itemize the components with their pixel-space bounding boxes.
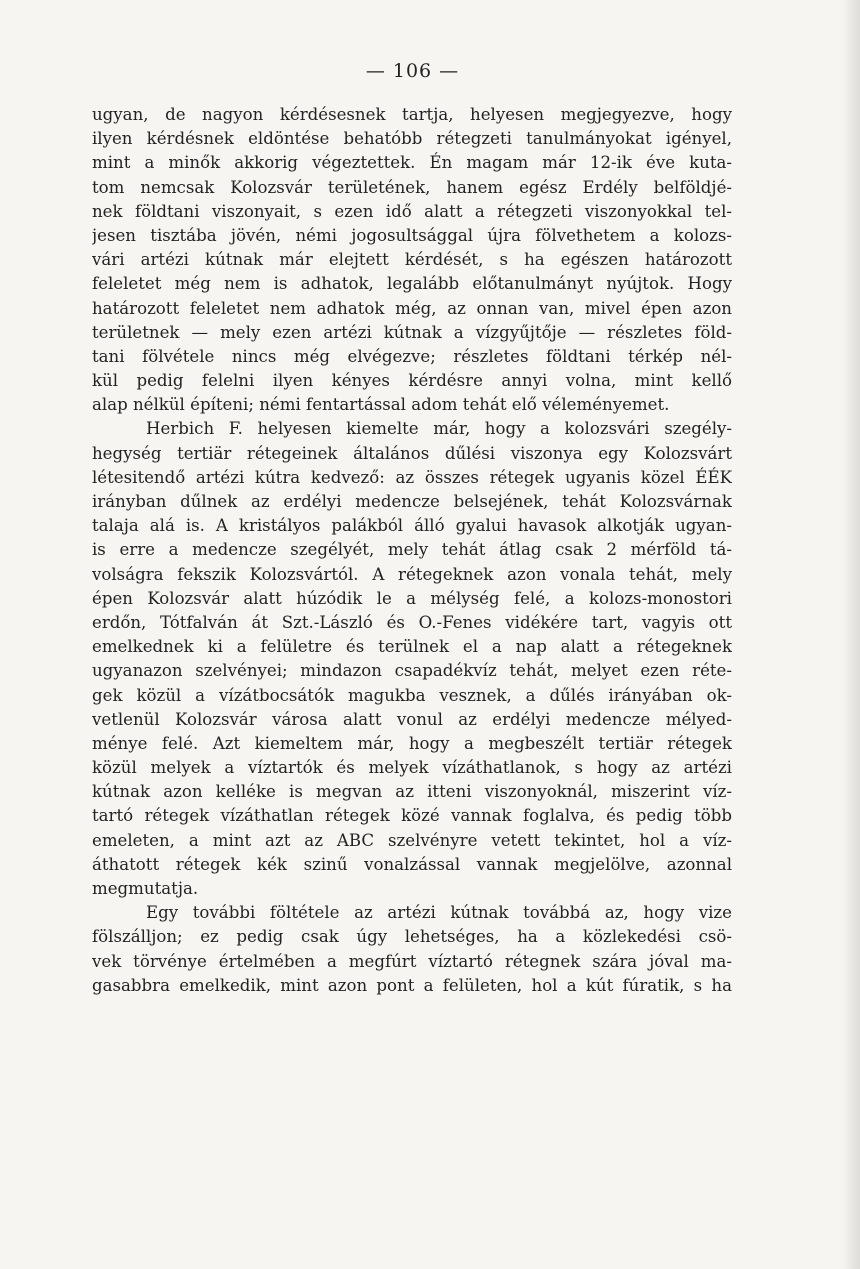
text-line: közül melyek a víztartók és melyek vízáthatlanok, s hogy az artézi	[92, 758, 732, 778]
text-line: emelkednek ki a felületre és terülnek el a nap alatt a rétegeknek	[92, 637, 732, 657]
text-line: kútnak azon kelléke is megvan az itteni viszonyoknál, miszerint víz-	[92, 782, 732, 802]
text-line: fölszálljon; ez pedig csak úgy lehetséges, ha a közlekedési csö-	[92, 927, 732, 947]
body-text	[92, 103, 732, 998]
text-line: feleletet még nem is adhatok, legalább előtanulmányt nyújtok. Hogy	[92, 274, 732, 294]
page-edge-shadow	[842, 0, 860, 1269]
text-line: határozott feleletet nem adhatok még, az onnan van, mivel épen azon	[92, 298, 732, 318]
text-line: volságra fekszik Kolozsvártól. A rétegeknek azon vonala tehát, mely	[92, 564, 732, 584]
text-line-paragraph-start: Herbich F. helyesen kiemelte már, hogy a kolozsvári szegély-	[146, 419, 732, 439]
text-line: megmutatja.	[92, 879, 199, 898]
text-line: is erre a medencze szegélyét, mely tehát átlag csak 2 mérföld tá-	[92, 540, 732, 560]
text-line-paragraph-start: Egy további föltétele az artézi kútnak továbbá az, hogy vize	[146, 903, 732, 923]
text-line: emeleten, a mint azt az ABC szelvényre vetett tekintet, hol a víz-	[92, 830, 732, 850]
text-line: nek földtani viszonyait, s ezen idő alatt a rétegzeti viszonyokkal tel-	[92, 201, 732, 221]
text-line: ménye felé. Azt kiemeltem már, hogy a megbeszélt tertiär rétegek	[92, 733, 732, 753]
text-line: ugyan, de nagyon kérdésesnek tartja, helyesen megjegyezve, hogy	[92, 105, 732, 124]
text-line: tani fölvétele nincs még elvégezve; részletes földtani térkép nél-	[92, 346, 732, 366]
text-line: vári artézi kútnak már elejtett kérdését, s ha egészen határozott	[92, 250, 732, 270]
text-line: erdőn, Tótfalván át Szt.-László és O.-Fenes vidékére tart, vagyis ott	[92, 612, 732, 632]
text-line: irányban dűlnek az erdélyi medencze belsejének, tehát Kolozsvárnak	[92, 492, 732, 511]
text-line: területnek — mely ezen artézi kútnak a vízgyűjtője — részletes föld-	[92, 322, 732, 342]
text-line: tartó rétegek vízáthatlan rétegek közé vannak foglalva, és pedig több	[92, 806, 732, 826]
text-line: jesen tisztába jövén, némi jogosultsággal újra fölvethetem a kolozs-	[92, 225, 732, 245]
text-line: mint a minők akkorig végeztettek. Én magam már 12-ik éve kuta-	[92, 153, 732, 173]
text-line: talaja alá is. A kristályos palákból álló gyalui havasok alkotják ugyan-	[92, 516, 732, 536]
text-line: tom nemcsak Kolozsvár területének, hanem egész Erdély belföldjé-	[92, 177, 732, 197]
text-line: áthatott rétegek kék szinű vonalzással vannak megjelölve, azonnal	[92, 854, 732, 874]
text-line: létesitendő artézi kútra kedvező: az összes rétegek ugyanis közel ÉÉK	[92, 467, 732, 487]
text-line: hegység tertiär rétegeinek általános dűlési viszonya egy Kolozsvárt	[92, 443, 732, 463]
text-line: kül pedig felelni ilyen kényes kérdésre annyi volna, mint kellő	[92, 371, 732, 391]
text-line: vek törvénye értelmében a megfúrt víztartó rétegnek szára jóval ma-	[92, 951, 732, 971]
text-line: ugyanazon szelvényei; mindazon csapadékvíz tehát, melyet ezen réte-	[92, 661, 732, 681]
page-number-header: — 106 —	[365, 60, 460, 82]
text-line: alap nélkül építeni; némi fentartással adom tehát elő véleményemet.	[92, 395, 670, 415]
text-line: épen Kolozsvár alatt húzódik le a mélység felé, a kolozs-monostori	[92, 588, 732, 608]
text-line: vetlenül Kolozsvár városa alatt vonul az erdélyi medencze mélyed-	[92, 709, 732, 729]
text-line: gek közül a vízátbocsátók magukba vesznek, a dűlés irányában ok-	[92, 685, 732, 705]
text-line: gasabbra emelkedik, mint azon pont a felületen, hol a kút fúratik, s ha	[92, 975, 732, 995]
text-line: ilyen kérdésnek eldöntése behatóbb rétegzeti tanulmányokat igényel,	[92, 129, 732, 149]
